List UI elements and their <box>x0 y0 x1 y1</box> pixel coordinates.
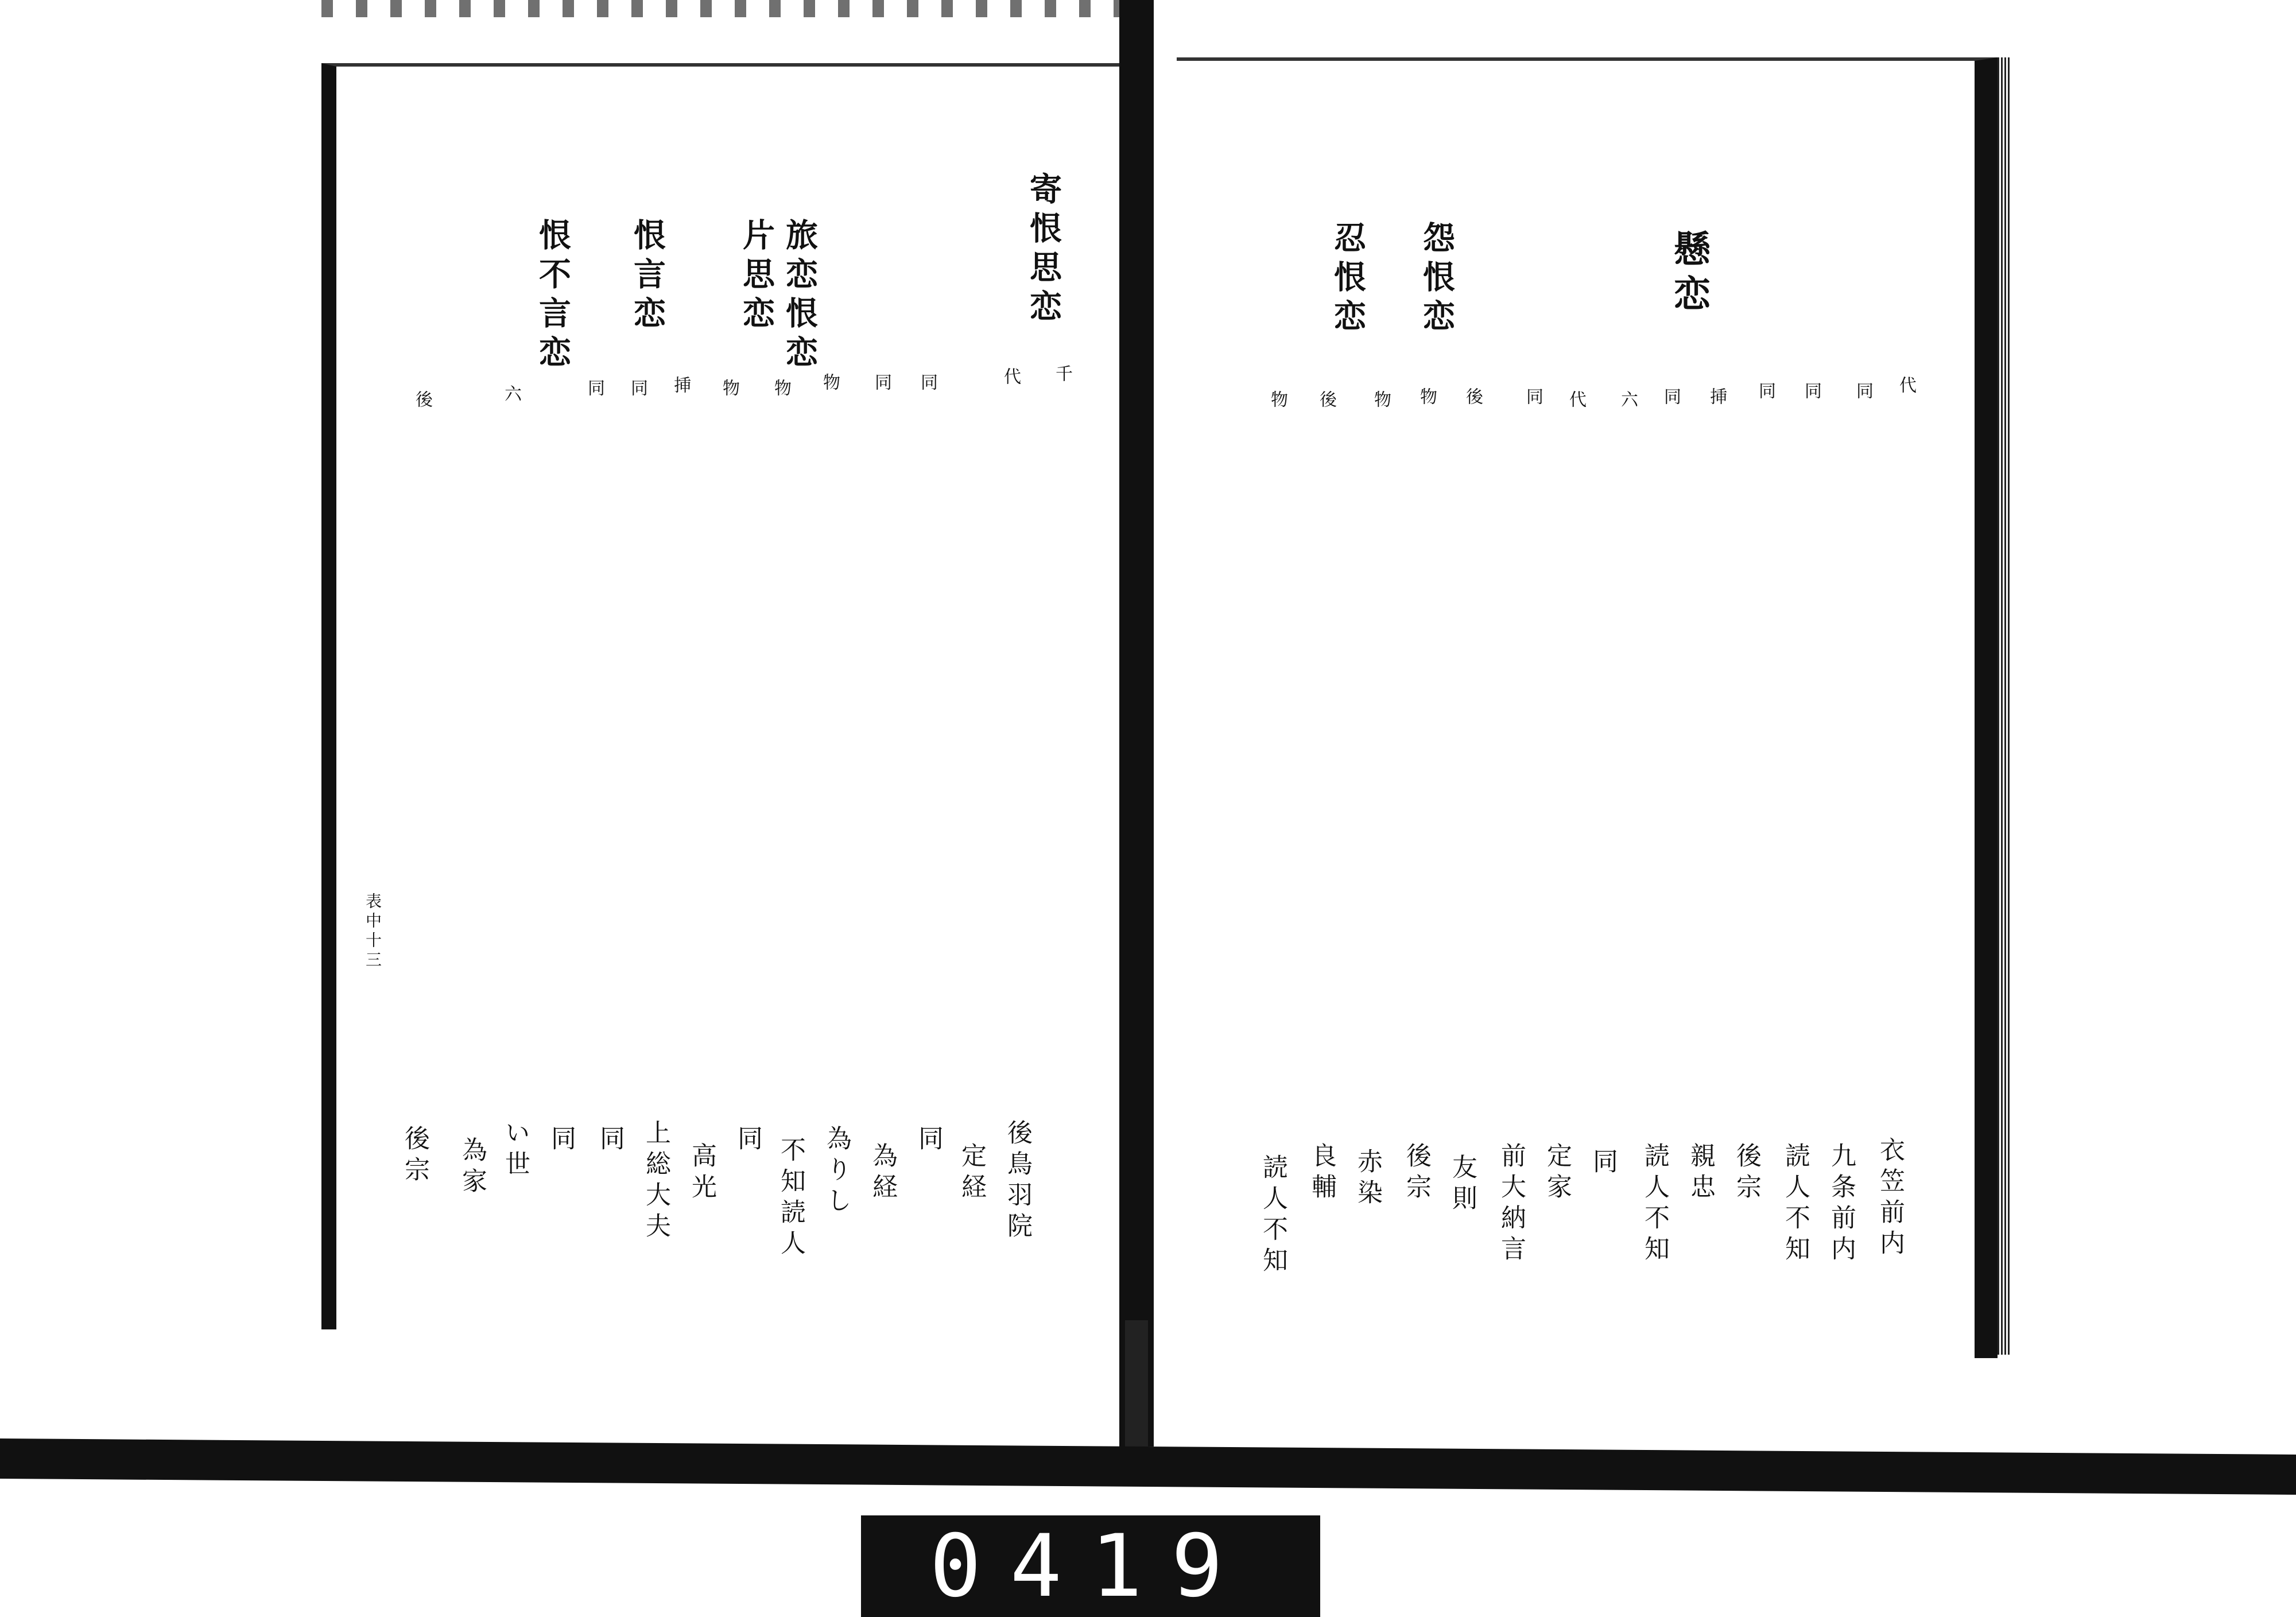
left-marker-2: 代 <box>1000 367 1021 387</box>
right-marker-6: 同 <box>1661 387 1681 407</box>
right-topic-1: 怨恨恋 <box>1418 221 1456 338</box>
right-marker-10: 後 <box>1463 387 1483 407</box>
right-author-7: 同 <box>1588 1148 1618 1179</box>
left-marker-1: 千 <box>1052 364 1072 384</box>
left-marker-5: 同 <box>917 373 937 393</box>
left-marker-4: 同 <box>871 373 891 393</box>
left-author-5: 為りし <box>822 1125 851 1218</box>
left-author-7: 同 <box>733 1125 762 1156</box>
left-author-9: 上総大夫 <box>641 1119 670 1243</box>
right-marker-12: 物 <box>1371 390 1391 410</box>
right-marker-3: 同 <box>1801 382 1821 401</box>
left-author-1: 後鳥羽院 <box>1003 1119 1032 1243</box>
right-page <box>1177 57 1998 1358</box>
left-author-13: 為家 <box>457 1137 487 1199</box>
left-author-12: い世 <box>501 1119 530 1181</box>
left-marker-10: 同 <box>627 379 647 398</box>
right-author-12: 赤染 <box>1353 1148 1382 1210</box>
right-marker-14: 物 <box>1267 390 1287 410</box>
left-author-4: 為経 <box>868 1142 897 1204</box>
right-author-1: 衣笠前内 <box>1875 1137 1905 1261</box>
right-marker-13: 後 <box>1316 390 1336 410</box>
left-marker-8: 挿 <box>670 376 691 395</box>
right-marker-8: 代 <box>1566 390 1586 410</box>
left-topic-1: 寄恨思恋 <box>1025 172 1062 328</box>
right-author-5: 親忠 <box>1686 1142 1715 1204</box>
right-author-10: 友則 <box>1448 1154 1477 1216</box>
right-marker-11: 物 <box>1417 387 1437 407</box>
left-folio: 表中十三 <box>363 893 382 971</box>
left-topic-2: 旅恋恨恋 <box>781 218 819 374</box>
right-marker-1: 代 <box>1896 376 1916 395</box>
left-marker-7: 物 <box>771 379 791 398</box>
right-author-3: 読人不知 <box>1781 1142 1810 1266</box>
right-author-11: 後宗 <box>1402 1142 1431 1204</box>
left-marker-6: 物 <box>719 379 739 398</box>
right-page-edge <box>1998 57 2010 1355</box>
right-author-13: 良輔 <box>1307 1142 1336 1204</box>
left-author-14: 後宗 <box>400 1125 429 1187</box>
frame-number: 0419 <box>929 1516 1252 1616</box>
right-author-8: 定家 <box>1542 1142 1572 1204</box>
left-author-6: 不知読人 <box>776 1137 805 1261</box>
right-topic-2: 忍恨恋 <box>1329 221 1367 338</box>
right-author-14: 読人不知 <box>1258 1154 1287 1278</box>
frame-label <box>861 1515 1320 1617</box>
right-author-2: 九条前内 <box>1826 1142 1856 1266</box>
left-topic-4: 恨言恋 <box>629 218 666 335</box>
left-author-8: 高光 <box>687 1142 716 1204</box>
left-author-2: 定経 <box>957 1142 986 1204</box>
right-author-4: 後宗 <box>1732 1142 1761 1204</box>
left-author-11: 同 <box>546 1125 576 1156</box>
left-author-3: 同 <box>914 1125 943 1156</box>
top-edge-scratch <box>321 0 1125 17</box>
left-marker-3: 物 <box>820 373 840 393</box>
right-marker-4: 同 <box>1755 382 1775 401</box>
right-marker-7: 六 <box>1618 390 1638 410</box>
left-topic-3: 片思恋 <box>738 218 775 335</box>
left-topic-5: 恨不言恋 <box>534 218 572 374</box>
right-marker-9: 同 <box>1523 387 1543 407</box>
left-marker-9: 同 <box>584 379 604 398</box>
right-author-9: 前大納言 <box>1496 1142 1526 1266</box>
right-author-6: 読人不知 <box>1640 1142 1669 1266</box>
left-author-10: 同 <box>595 1125 625 1156</box>
bottom-scan-band <box>0 1438 2296 1495</box>
right-marker-2: 同 <box>1853 382 1873 401</box>
book-spine <box>1119 0 1154 1447</box>
right-section-title: 懸恋 <box>1667 230 1711 319</box>
left-marker-12: 後 <box>412 390 432 410</box>
left-marker-11: 六 <box>501 385 521 404</box>
right-marker-5: 挿 <box>1707 387 1727 407</box>
